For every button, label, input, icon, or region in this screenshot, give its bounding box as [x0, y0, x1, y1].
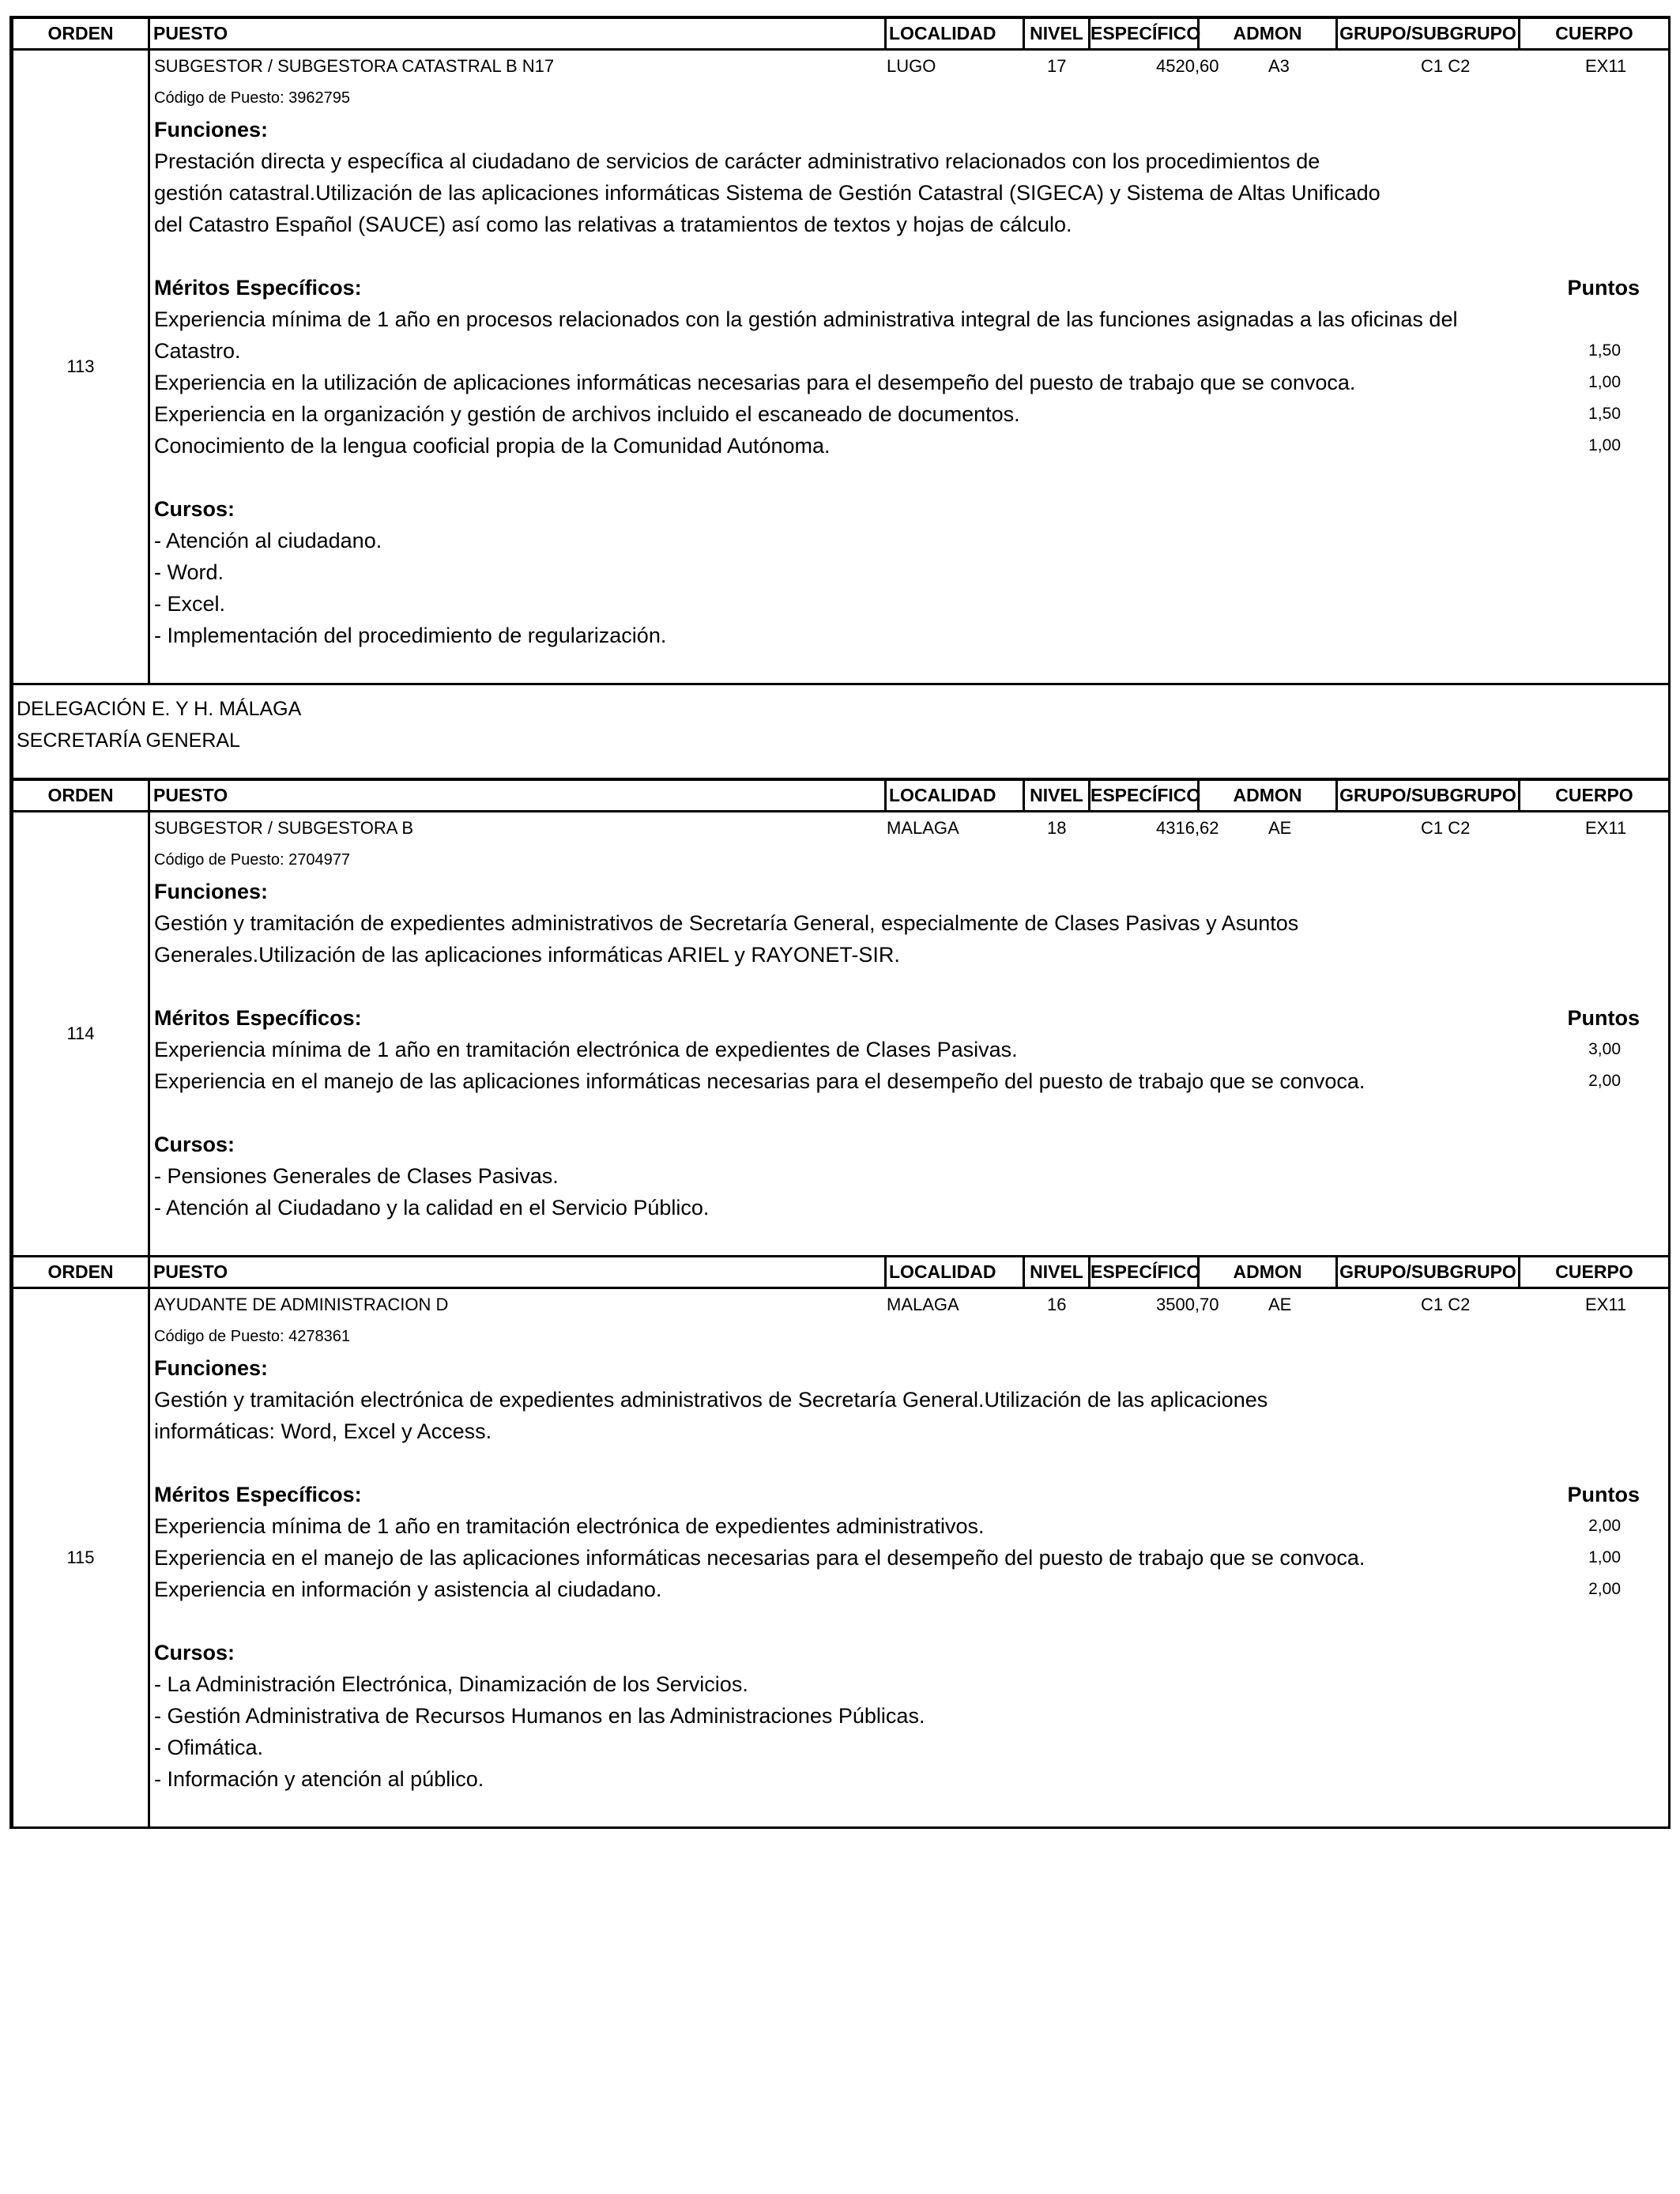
cuerpo-value: EX11: [1585, 56, 1627, 76]
curso-item: - Implementación del procedimiento de regularización.: [154, 624, 667, 647]
delegation-header: [9, 685, 1671, 778]
header-nivel: NIVEL: [1025, 1257, 1090, 1287]
merito-item: [154, 1542, 1668, 1574]
header-cuerpo: CUERPO: [1555, 23, 1633, 43]
grupo-value: C1 C2: [1421, 56, 1471, 76]
merito-item: [154, 367, 1668, 398]
merito-text: Experiencia mínima de 1 año en tramitación electrónica de expedientes de Clases Pasivas.: [154, 1038, 1018, 1061]
nivel-value: 17: [1047, 56, 1067, 76]
merito-text: Experiencia mínima de 1 año en tramitación electrónica de expedientes administrativos.: [154, 1514, 985, 1538]
merito-item: [154, 1574, 1668, 1605]
meritos-heading: Méritos Específicos:: [154, 1006, 362, 1030]
header-localidad: LOCALIDAD: [887, 1257, 1025, 1287]
nivel-value: 18: [1047, 818, 1067, 838]
merito-points: 1,00: [1588, 1548, 1621, 1566]
localidad-value: MALAGA: [887, 1295, 959, 1314]
merito-text: Experiencia en el manejo de las aplicaciones informáticas necesarias para el desempeño del puesto de trabajo que se convoca.: [154, 1069, 1365, 1093]
funciones-text: Prestación directa y específica al ciudadano de servicios de carácter administrativo relacionados con los procedimientos de gestión catastral.Utilización de las aplicaciones informáticas Sistema de Gestión Catastral (SIGECA) y Sistema de Altas Unificado del Catastro Español (SAUCE) así como las relativas a tratamientos de textos y hojas de cálculo.: [154, 149, 1381, 236]
delegation-unit: SECRETARÍA GENERAL: [17, 729, 240, 752]
header-orden: ORDEN: [13, 1257, 150, 1287]
header-puesto: PUESTO: [150, 19, 887, 48]
cursos-heading: Cursos:: [154, 1641, 235, 1664]
position-content: [150, 51, 1668, 683]
curso-item: - Pensiones Generales de Clases Pasivas.: [154, 1164, 559, 1188]
cursos-heading: Cursos:: [154, 497, 235, 521]
position-row: [154, 51, 1668, 82]
merito-points: 1,00: [1588, 436, 1621, 454]
table-header: [13, 781, 1668, 812]
merito-points: 1,50: [1588, 405, 1621, 423]
header-cuerpo: CUERPO: [1555, 1261, 1633, 1282]
merito-item: [154, 1034, 1668, 1065]
delegation-name: DELEGACIÓN E. Y H. MÁLAGA: [17, 698, 302, 720]
admon-value: AE: [1268, 818, 1292, 838]
document-page: [9, 16, 1671, 1829]
header-nivel: NIVEL: [1025, 781, 1090, 810]
merito-points: 2,00: [1588, 1072, 1621, 1090]
nivel-value: 16: [1047, 1295, 1067, 1314]
puntos-heading: Puntos: [1567, 1483, 1640, 1506]
position-body: [13, 51, 1668, 683]
merito-text: Experiencia en la organización y gestión de archivos incluido el escaneado de documentos.: [154, 402, 1020, 426]
especifico-value: 4316,62: [1156, 818, 1219, 838]
curso-item: - La Administración Electrónica, Dinamización de los Servicios.: [154, 1672, 748, 1696]
curso-item: - Atención al Ciudadano y la calidad en el Servicio Público.: [154, 1196, 710, 1220]
puesto-name: SUBGESTOR / SUBGESTORA B: [154, 818, 414, 838]
localidad-value: LUGO: [887, 56, 936, 76]
curso-item: - Excel.: [154, 592, 226, 616]
funciones-text: Gestión y tramitación de expedientes administrativos de Secretaría General, especialmente de Clases Pasivas y Asuntos Generales.Utilización de las aplicaciones informáticas ARIEL y RAYONET-SIR.: [154, 911, 1299, 967]
position-body: [13, 812, 1668, 1255]
orden-number: 114: [13, 812, 150, 1255]
grupo-value: C1 C2: [1421, 818, 1471, 838]
position-body: [13, 1289, 1668, 1826]
header-admon: ADMON: [1200, 1257, 1338, 1287]
position-content: [150, 1289, 1668, 1826]
funciones-heading: Funciones:: [154, 1356, 269, 1380]
header-admon: ADMON: [1200, 781, 1338, 810]
grupo-value: C1 C2: [1421, 1295, 1471, 1314]
localidad-value: MALAGA: [887, 818, 959, 838]
funciones-heading: Funciones:: [154, 880, 269, 903]
merito-item: [154, 303, 1668, 367]
position-block-113: [9, 16, 1671, 685]
puntos-heading: Puntos: [1567, 276, 1640, 300]
merito-item: [154, 430, 1668, 462]
puesto-name: AYUDANTE DE ADMINISTRACION D: [154, 1295, 449, 1314]
header-orden: ORDEN: [13, 19, 150, 48]
orden-number: 115: [13, 1289, 150, 1826]
admon-value: A3: [1268, 56, 1290, 76]
merito-points: 2,00: [1588, 1517, 1621, 1535]
position-block-115: [9, 1257, 1671, 1829]
funciones-heading: Funciones:: [154, 118, 269, 141]
header-especifico: ESPECÍFICO: [1090, 781, 1200, 810]
merito-text: Experiencia en la utilización de aplicaciones informáticas necesarias para el desempeño del puesto de trabajo que se convoca.: [154, 371, 1356, 394]
curso-item: - Atención al ciudadano.: [154, 529, 382, 552]
codigo-puesto: Código de Puesto: 4278361: [154, 1328, 350, 1345]
header-puesto: PUESTO: [150, 781, 887, 810]
curso-item: - Ofimática.: [154, 1736, 264, 1759]
orden-number: 113: [13, 51, 150, 683]
codigo-puesto: Código de Puesto: 3962795: [154, 89, 350, 107]
cuerpo-value: EX11: [1585, 818, 1627, 838]
funciones-text: Gestión y tramitación electrónica de expedientes administrativos de Secretaría General.Utilización de las aplicaciones informáticas: Word, Excel y Access.: [154, 1388, 1268, 1443]
table-header: [13, 1257, 1668, 1289]
codigo-puesto: Código de Puesto: 2704977: [154, 851, 350, 869]
header-grupo: GRUPO/SUBGRUPO: [1338, 19, 1520, 48]
merito-points: 1,50: [1588, 341, 1621, 360]
merito-points: 1,00: [1588, 373, 1621, 391]
position-block-114: [9, 778, 1671, 1257]
header-cuerpo: CUERPO: [1555, 785, 1633, 805]
curso-item: - Word.: [154, 560, 224, 584]
header-especifico: ESPECÍFICO: [1090, 19, 1200, 48]
header-grupo: GRUPO/SUBGRUPO: [1338, 1257, 1520, 1287]
meritos-heading: Méritos Específicos:: [154, 276, 362, 300]
merito-points: 2,00: [1588, 1580, 1621, 1598]
merito-text: Experiencia en el manejo de las aplicaciones informáticas necesarias para el desempeño del puesto de trabajo que se convoca.: [154, 1546, 1365, 1570]
merito-item: [154, 1510, 1668, 1542]
puntos-heading: Puntos: [1567, 1006, 1640, 1030]
header-admon: ADMON: [1200, 19, 1338, 48]
merito-text: Experiencia mínima de 1 año en procesos relacionados con la gestión administrativa integral de las funciones asignadas a las oficinas del Catastro.: [154, 307, 1458, 363]
header-especifico: ESPECÍFICO: [1090, 1257, 1200, 1287]
curso-item: - Información y atención al público.: [154, 1767, 484, 1791]
position-row: [154, 1289, 1668, 1321]
cuerpo-value: EX11: [1585, 1295, 1627, 1314]
merito-text: Experiencia en información y asistencia al ciudadano.: [154, 1578, 662, 1601]
especifico-value: 3500,70: [1156, 1295, 1219, 1314]
merito-item: [154, 1065, 1668, 1097]
admon-value: AE: [1268, 1295, 1292, 1314]
curso-item: - Gestión Administrativa de Recursos Humanos en las Administraciones Públicas.: [154, 1704, 925, 1728]
header-localidad: LOCALIDAD: [887, 781, 1025, 810]
header-puesto: PUESTO: [150, 1257, 887, 1287]
position-content: [150, 812, 1668, 1255]
merito-points: 3,00: [1588, 1040, 1621, 1058]
header-nivel: NIVEL: [1025, 19, 1090, 48]
especifico-value: 4520,60: [1156, 56, 1219, 76]
header-orden: ORDEN: [13, 781, 150, 810]
meritos-heading: Méritos Específicos:: [154, 1483, 362, 1506]
header-grupo: GRUPO/SUBGRUPO: [1338, 781, 1520, 810]
cursos-heading: Cursos:: [154, 1133, 235, 1156]
merito-text: Conocimiento de la lengua cooficial propia de la Comunidad Autónoma.: [154, 434, 831, 458]
merito-item: [154, 398, 1668, 430]
header-localidad: LOCALIDAD: [887, 19, 1025, 48]
puesto-name: SUBGESTOR / SUBGESTORA CATASTRAL B N17: [154, 56, 555, 76]
position-row: [154, 812, 1668, 844]
table-header: [13, 19, 1668, 51]
